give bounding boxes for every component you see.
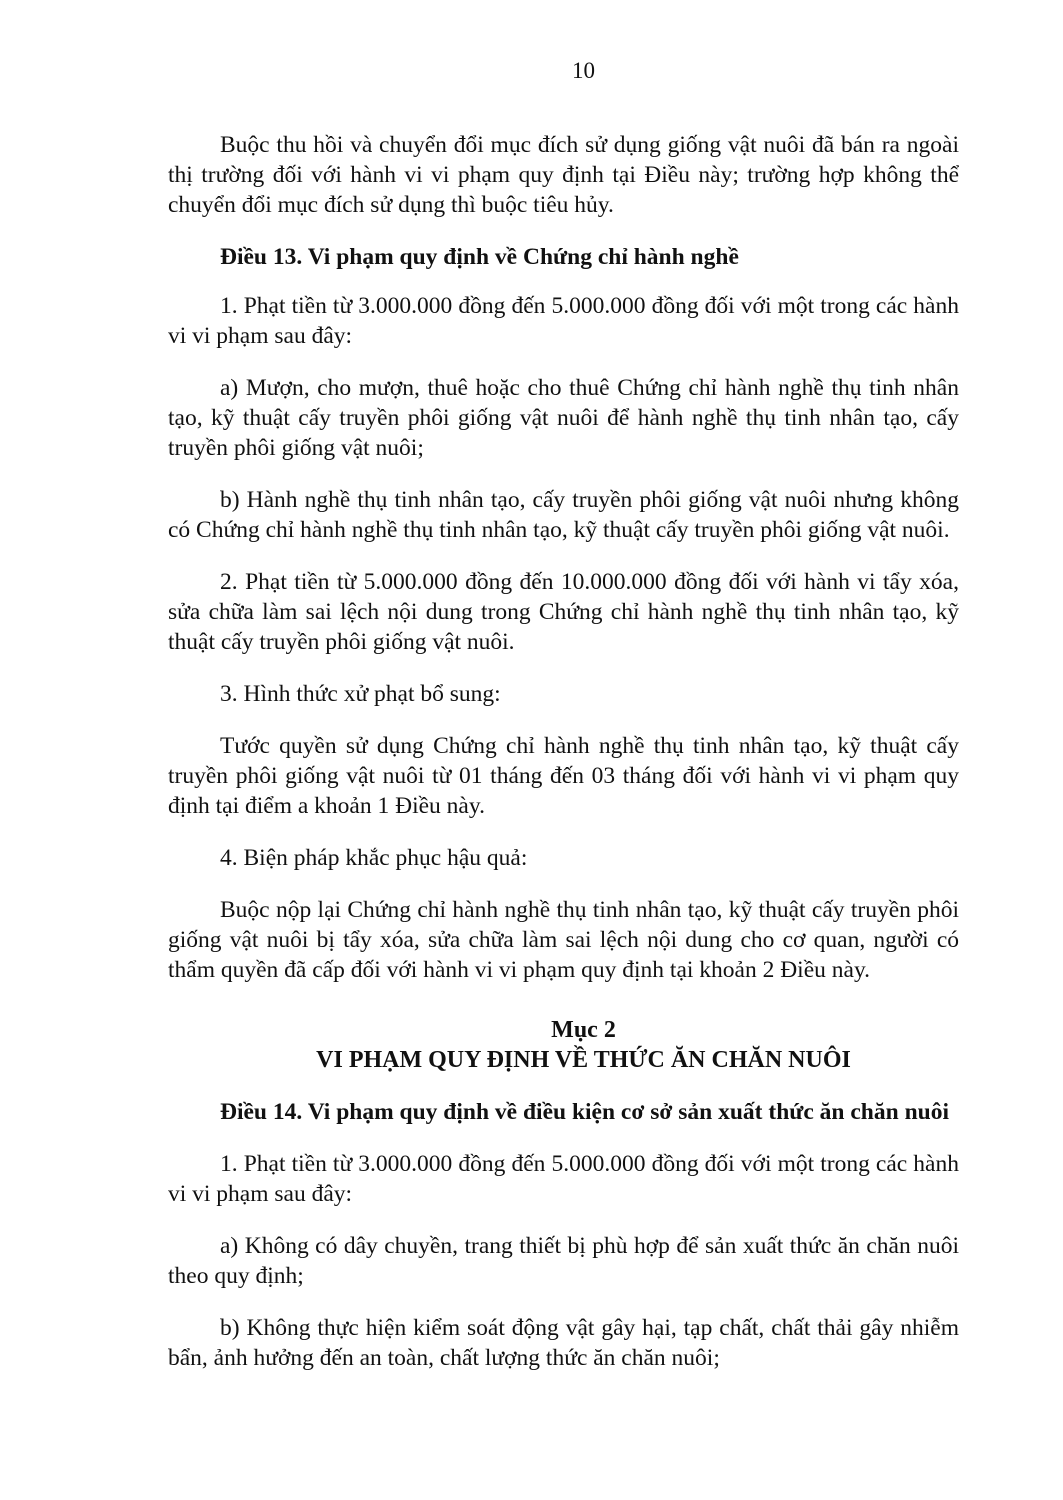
section-heading bbox=[168, 1015, 959, 1075]
intro-paragraph: Buộc thu hồi và chuyển đổi mục đích sử dụng giống vật nuôi đã bán ra ngoài thị trường đối với hành vi vi phạm quy định tại Điều này; trường hợp không thể chuyển đổi mục đích sử dụng thì buộc tiêu hủy. bbox=[168, 132, 959, 218]
article-14-clause-1-b: b) Không thực hiện kiểm soát động vật gây hại, tạp chất, chất thải gây nhiễm bẩn, ảnh hưởng đến an toàn, chất lượng thức ăn chăn nuôi; bbox=[168, 1315, 959, 1371]
article-13-clause-1: 1. Phạt tiền từ 3.000.000 đồng đến 5.000.000 đồng đối với một trong các hành vi vi phạm sau đây: bbox=[168, 293, 959, 349]
article-13-clause-1-a: a) Mượn, cho mượn, thuê hoặc cho thuê Chứng chỉ hành nghề thụ tinh nhân tạo, kỹ thuật cấy truyền phôi giống vật nuôi để hành nghề thụ tinh nhân tạo, cấy truyền phôi giống vật nuôi; bbox=[168, 375, 959, 461]
page-number: 10 bbox=[572, 58, 595, 83]
article-13-clause-3: 3. Hình thức xử phạt bổ sung: bbox=[220, 681, 501, 707]
section-label: Mục 2 bbox=[551, 1017, 616, 1043]
section-title: VI PHẠM QUY ĐỊNH VỀ THỨC ĂN CHĂN NUÔI bbox=[316, 1047, 851, 1073]
article-13-title: Điều 13. Vi phạm quy định về Chứng chỉ hành nghề bbox=[220, 244, 739, 270]
article-13-clause-2: 2. Phạt tiền từ 5.000.000 đồng đến 10.000.000 đồng đối với hành vi tẩy xóa, sửa chữa làm sai lệch nội dung trong Chứng chỉ hành nghề thụ tinh nhân tạo, kỹ thuật cấy truyền phôi giống vật nuôi. bbox=[168, 569, 959, 655]
article-14-clause-1: 1. Phạt tiền từ 3.000.000 đồng đến 5.000.000 đồng đối với một trong các hành vi vi phạm sau đây: bbox=[168, 1151, 959, 1207]
article-13-clause-4-text: Buộc nộp lại Chứng chỉ hành nghề thụ tinh nhân tạo, kỹ thuật cấy truyền phôi giống vật nuôi bị tẩy xóa, sửa chữa làm sai lệch nội dung cho cơ quan, người có thẩm quyền đã cấp đối với hành vi vi phạm quy định tại khoản 2 Điều này. bbox=[168, 897, 959, 983]
article-13-clause-1-b: b) Hành nghề thụ tinh nhân tạo, cấy truyền phôi giống vật nuôi nhưng không có Chứng chỉ hành nghề thụ tinh nhân tạo, kỹ thuật cấy truyền phôi giống vật nuôi. bbox=[168, 487, 959, 543]
article-13-clause-3-text: Tước quyền sử dụng Chứng chỉ hành nghề thụ tinh nhân tạo, kỹ thuật cấy truyền phôi giống vật nuôi từ 01 tháng đến 03 tháng đối với hành vi vi phạm quy định tại điểm a khoản 1 Điều này. bbox=[168, 733, 959, 819]
article-14-title: Điều 14. Vi phạm quy định về điều kiện cơ sở sản xuất thức ăn chăn nuôi bbox=[220, 1099, 949, 1125]
article-13-clause-4: 4. Biện pháp khắc phục hậu quả: bbox=[220, 845, 528, 871]
article-14-clause-1-a: a) Không có dây chuyền, trang thiết bị phù hợp để sản xuất thức ăn chăn nuôi theo quy định; bbox=[168, 1233, 959, 1289]
